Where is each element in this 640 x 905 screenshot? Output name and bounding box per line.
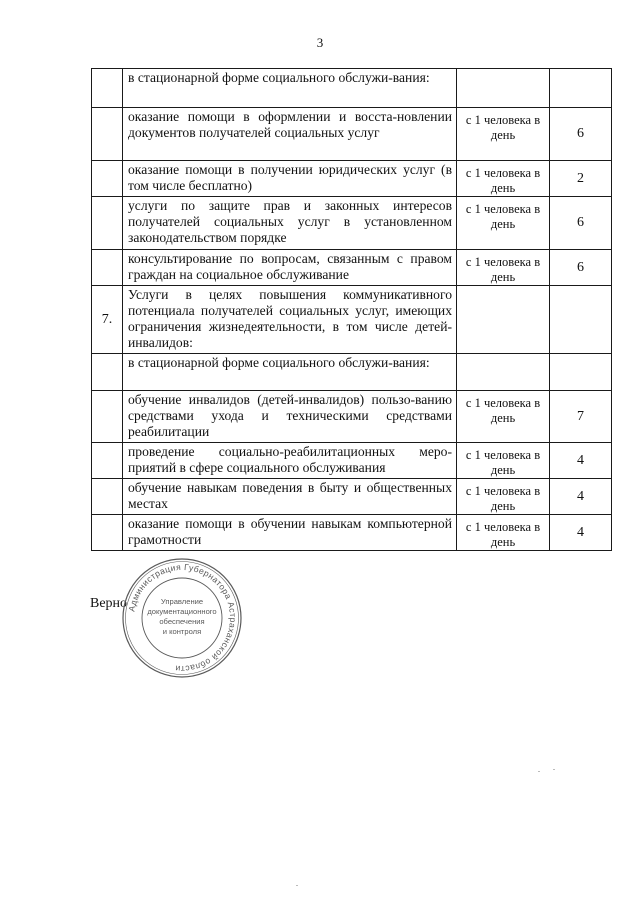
unit-cell [457,286,550,354]
unit-cell: с 1 человека в день [457,108,550,161]
table-row [92,197,612,250]
unit-cell: с 1 человека в день [457,515,550,551]
table-row [92,391,612,443]
stamp-inner-line: документационного [147,607,217,616]
row-number [92,443,123,479]
stamp-outer-text: Администрация Губернатора Астраханской области [126,561,239,675]
unit-cell [457,69,550,108]
table-row [92,354,612,391]
official-stamp [121,557,243,679]
unit-cell: с 1 человека в день [457,443,550,479]
service-description: в стационарной форме социального обслужи-вания: [123,354,457,391]
value-cell [550,354,612,391]
value-cell [550,286,612,354]
row-number [92,250,123,286]
row-number: 7. [92,286,123,354]
row-number [92,479,123,515]
table-row [92,250,612,286]
stamp-inner-line: обеспечения [159,617,205,626]
service-description: проведение социально-реабилитационных меро-приятий в сфере социального обслуживания [123,443,457,479]
table-row [92,443,612,479]
row-number [92,197,123,250]
value-cell: 4 [550,515,612,551]
table-row [92,515,612,551]
table-row [92,69,612,108]
unit-cell: с 1 человека в день [457,197,550,250]
unit-cell: с 1 человека в день [457,250,550,286]
value-cell: 6 [550,108,612,161]
service-description: услуги по защите прав и законных интересов получателей социальных услуг в установленном законодательством порядке [123,197,457,250]
service-description: консультирование по вопросам, связанным с правом граждан на социальное обслуживание [123,250,457,286]
value-cell: 7 [550,391,612,443]
certification-label: Верно [90,596,128,611]
service-description: Услуги в целях повышения коммуникативного потенциала получателей социальных услуг, имеющих ограничения жизнедеятельности, в том числе детей-инвалидов: [123,286,457,354]
unit-cell: с 1 человека в день [457,391,550,443]
value-cell: 6 [550,250,612,286]
stamp-inner-line: Управление [160,597,204,606]
value-cell: 4 [550,443,612,479]
row-number [92,161,123,197]
unit-cell: с 1 человека в день [457,161,550,197]
service-description: в стационарной форме социального обслужи-вания: [123,69,457,108]
stamp-inner-line: и контроля [162,627,202,636]
value-cell: 6 [550,197,612,250]
row-number [92,515,123,551]
service-description: оказание помощи в получении юридических услуг (в том числе бесплатно) [123,161,457,197]
table-row [92,479,612,515]
service-description: оказание помощи в оформлении и восста-новлении документов получателей социальных услуг [123,108,457,161]
value-cell: 4 [550,479,612,515]
value-cell: 2 [550,161,612,197]
scan-artifact [553,769,555,770]
table-row [92,108,612,161]
service-description: обучение навыкам поведения в быту и общественных местах [123,479,457,515]
page-number: 3 [316,35,324,50]
unit-cell: с 1 человека в день [457,479,550,515]
value-cell [550,69,612,108]
row-number [92,391,123,443]
service-description: оказание помощи в обучении навыкам компьютерной грамотности [123,515,457,551]
service-description: обучение инвалидов (детей-инвалидов) пользо-ванию средствами ухода и техническими средствами реабилитации [123,391,457,443]
row-number [92,69,123,108]
scan-artifact [296,885,298,886]
unit-cell [457,354,550,391]
services-table [91,68,612,551]
scan-artifact [538,771,540,772]
table-row [92,286,612,354]
row-number [92,108,123,161]
row-number [92,354,123,391]
table-row [92,161,612,197]
